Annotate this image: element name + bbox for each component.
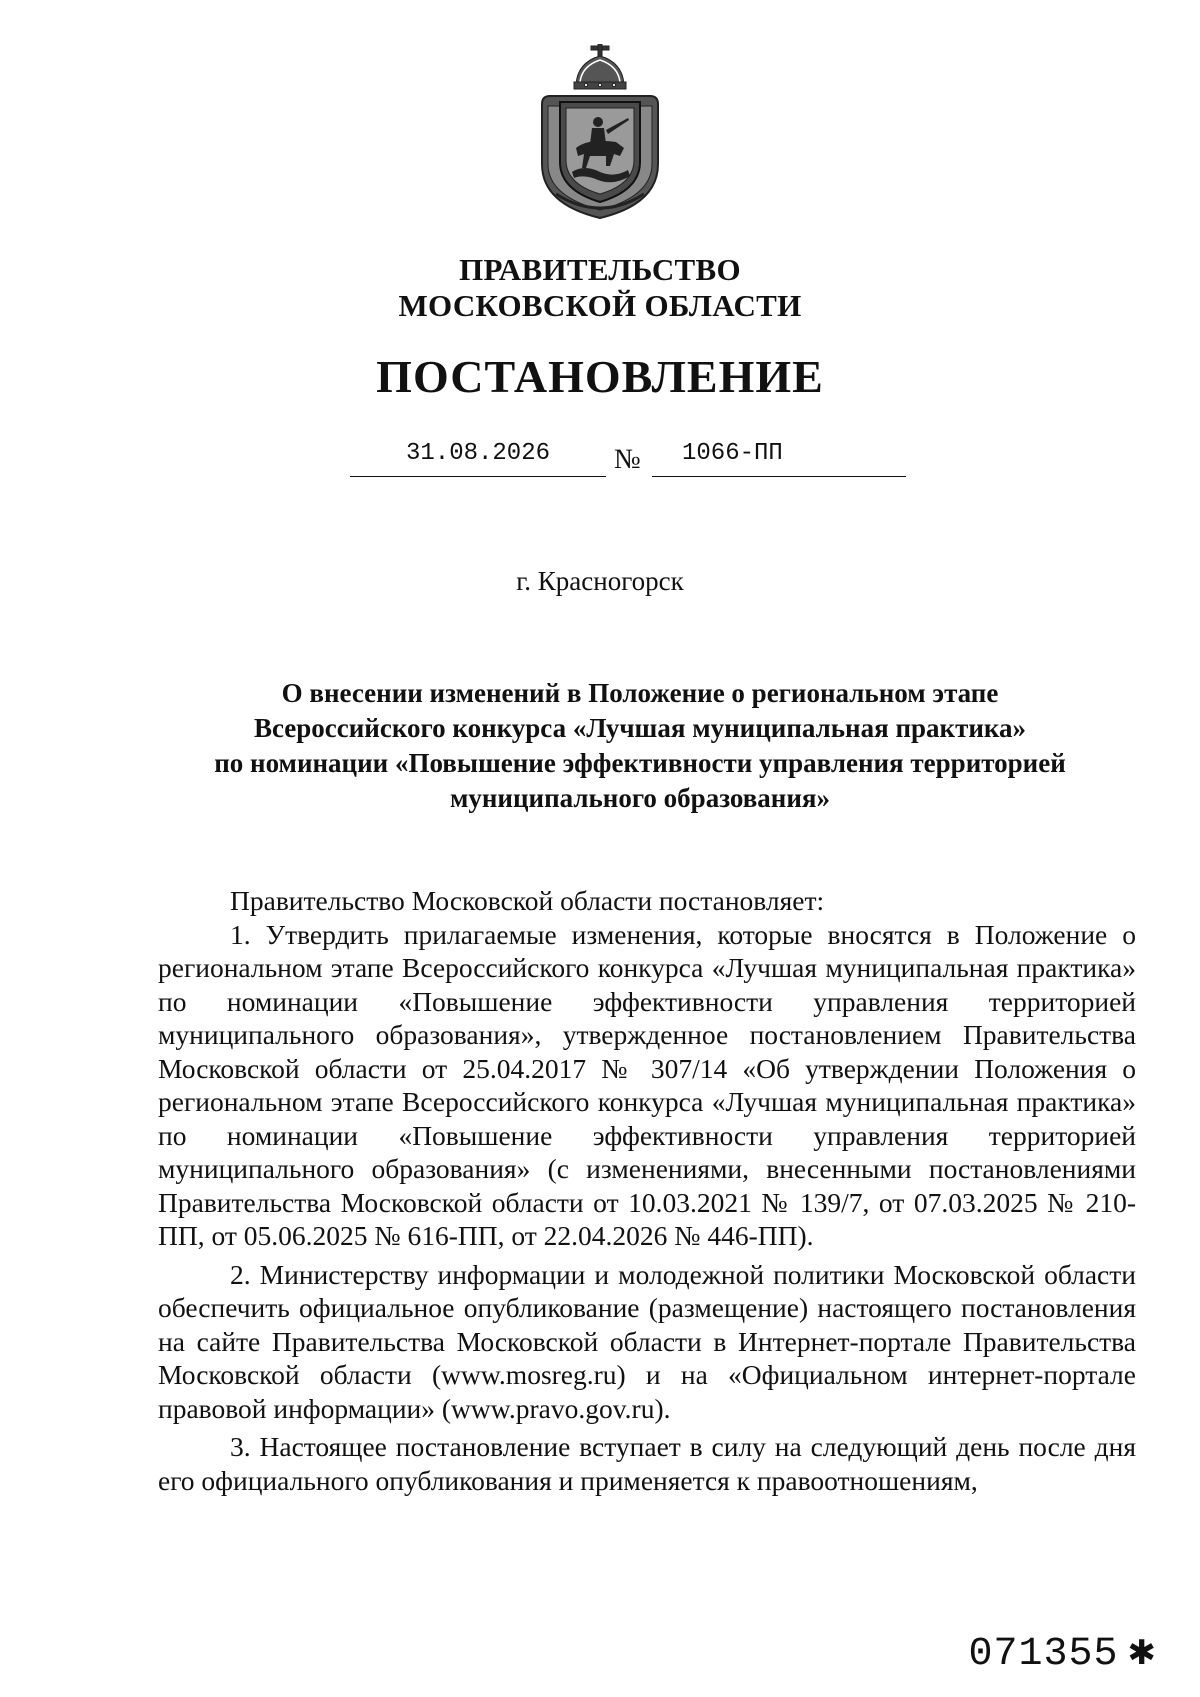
body-item-3: 3. Настоящее постановление вступает в силу на следующий день после дня его официального опубликования и применяется к правоотношениям, [158,1431,1136,1496]
subject-line: О внесении изменений в Положение о региональном этапе [281,678,999,708]
registration-number: 1066-ПП [682,440,783,467]
subject-line: по номинации «Повышение эффективности управления территорией [214,748,1066,778]
coat-of-arms-icon [536,44,664,220]
body-item-2: 2. Министерству информации и молодежной политики Московской области обеспечить официальное опубликование (размещение) настоящего постановления на сайте Правительства Московской области в Интернет-портале Правительства Московской области (www.mosreg.ru) и на «Официальном интернет-портале правовой информации» (www.pravo.gov.ru). [158,1258,1136,1424]
document-type-title: ПОСТАНОВЛЕНИЕ [376,351,824,402]
asterisk-mark: ✱ [1128,1628,1156,1678]
serial-number: 071355 [968,1632,1119,1677]
serial-number-stamp [968,1624,1156,1678]
body-intro: Правительство Московской области постановляет: [230,885,825,916]
number-sign: № [614,444,641,475]
subject-line: муниципального образования» [449,783,831,813]
document-subject [180,676,1100,816]
registration-date: 31.08.2026 [350,432,606,477]
organization-name-line-1: ПРАВИТЕЛЬСТВО [459,252,741,287]
registration-number-field [652,432,906,477]
city-of-issue: г. Красногорск [516,566,684,596]
subject-line: Всероссийского конкурса «Лучшая муниципальная практика» [253,713,1027,743]
organization-name-line-2: МОСКОВСКОЙ ОБЛАСТИ [398,288,802,323]
document-body [158,884,1136,1502]
body-item-1: 1. Утвердить прилагаемые изменения, которые вносятся в Положение о региональном этапе Всероссийского конкурса «Лучшая муниципальная практика» по номинации «Повышение эффективности управления территорией муниципального образования», утвержденное постановлением Правительства Московской области от 25.04.2017 № 307/14 «Об утверждении Положения о региональном этапе Всероссийского конкурса «Лучшая муниципальная практика» по номинации «Повышение эффективности управления территорией муниципального образования» (с изменениями, внесенными постановлениями Правительства Московской области от 10.03.2021 № 139/7, от 07.03.2025 № 210-ПП, от 05.06.2025 № 616-ПП, от 22.04.2026 № 446-ПП). [158,918,1136,1251]
